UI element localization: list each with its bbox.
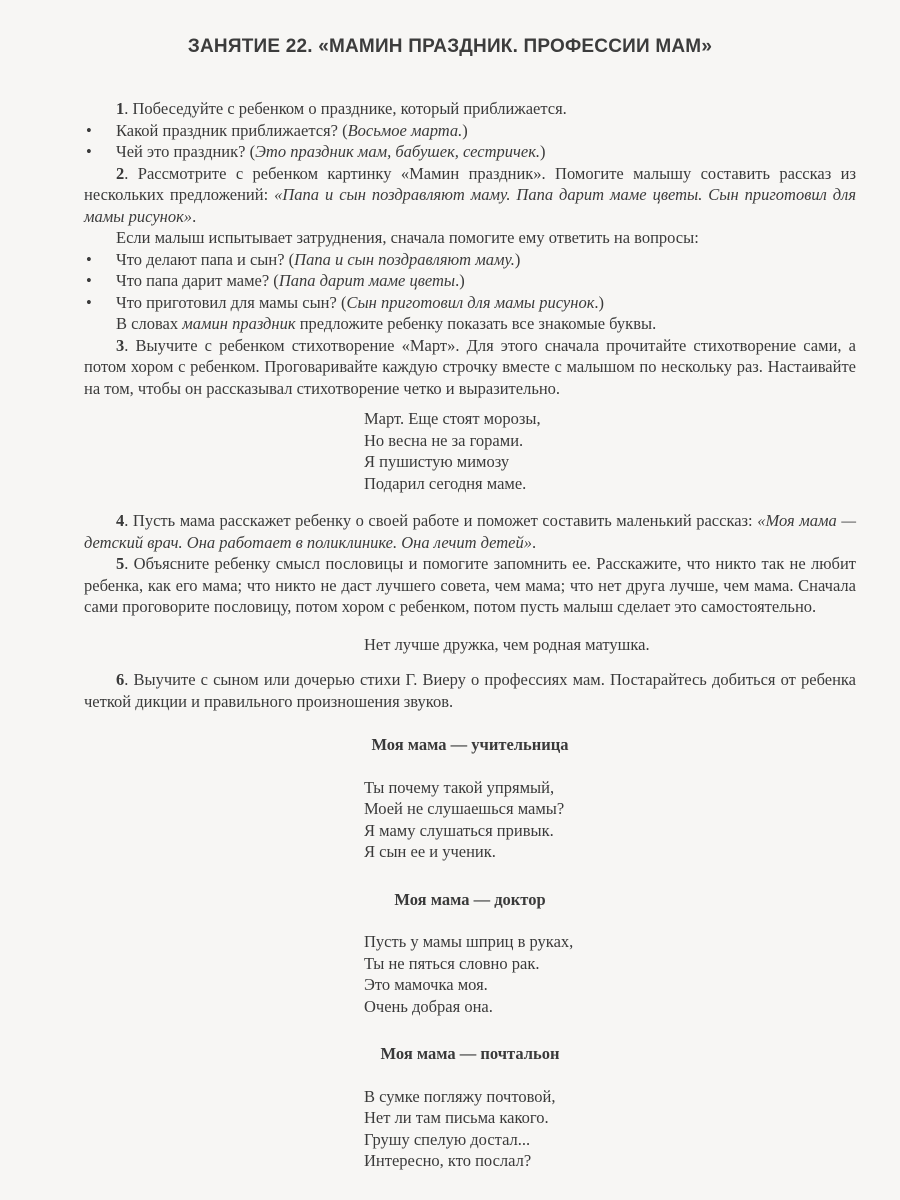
poem-line: Я пушистую мимозу — [364, 452, 510, 471]
poem-line: Март. Еще стоят морозы, — [364, 409, 541, 428]
bullet-item — [84, 270, 856, 292]
bullet-italic: Сын приготовил для мамы рисунок — [346, 292, 595, 312]
paragraph-text: . Рассмотрите с ребенком картинку «Мамин праздник». Помогите малышу составить рассказ из нескольких предложений: — [84, 163, 856, 204]
poem-line: Очень добрая она. — [364, 996, 493, 1016]
bullet-end: ) — [462, 120, 468, 140]
paragraph-italic: мамин праздник — [182, 314, 296, 333]
bullet-end: ) — [514, 249, 521, 269]
bullet-end: .) — [455, 271, 465, 290]
poem-line: Подарил сегодня маме. — [364, 473, 527, 493]
paragraph-3 — [84, 335, 856, 400]
bullet-end: .) — [594, 292, 605, 312]
paragraph-text: . Пусть мама расскажет ребенку о своей работе и поможет составить маленький рассказ: — [124, 511, 758, 530]
poem-line: Ты почему такой упрямый, — [364, 777, 555, 797]
poem-doctor — [364, 931, 856, 1017]
bullet-text: Чей это праздник? ( — [116, 142, 256, 161]
poem-line: Интересно, кто послал? — [364, 1151, 532, 1170]
item-number: 5 — [116, 554, 125, 573]
paragraph-text: предложите ребенку показать все знакомые буквы. — [295, 314, 657, 333]
poem-line: Нет ли там письма какого. — [364, 1108, 549, 1127]
paragraph-italic: «Папа и сын поздравляют маму. Папа дарит маме цветы. Сын приготовил для мамы рисунок» — [84, 185, 856, 226]
item-number: 6 — [116, 670, 125, 689]
bullet-text: Что приготовил для мамы сын? ( — [116, 292, 347, 312]
poem-line: Но весна не за горами. — [364, 430, 524, 450]
poem-title: Моя мама — доктор — [394, 889, 546, 909]
paragraph-text: . Выучите с ребенком стихотворение «Март». Для этого сначала прочитайте стихотворение сами, а потом хором с ребенком. Проговаривайте каждую строчку вместе с малышом по нескольку раз. Настаивайте на том, чтобы он рассказывал стихотворение четко и выразительно. — [84, 335, 856, 398]
paragraph-words — [84, 313, 856, 335]
bullet-italic: Папа и сын поздравляют маму. — [294, 249, 515, 269]
bullet-italic: Восьмое марта. — [347, 120, 463, 140]
bullet-item — [84, 120, 856, 142]
bullet-item — [84, 292, 856, 314]
bullet-item — [84, 249, 856, 271]
bullet-italic: Папа дарит маме цветы — [278, 271, 456, 290]
item-number: 4 — [116, 511, 125, 530]
page-title: ЗАНЯТИЕ 22. «МАМИН ПРАЗДНИК. ПРОФЕССИИ МАМ» — [187, 36, 713, 57]
paragraph-6 — [84, 669, 856, 712]
bullet-italic: Это праздник мам, бабушек, сестричек. — [255, 142, 541, 161]
bullet-text: Что папа дарит маме? ( — [116, 271, 279, 290]
item-number: 3 — [116, 335, 125, 355]
bullet-end: ) — [540, 142, 546, 161]
poem-line: Пусть у мамы шприц в руках, — [364, 932, 574, 951]
proverb — [364, 634, 856, 656]
paragraph-5 — [84, 553, 856, 618]
paragraph-1 — [84, 98, 856, 120]
proverb-line: Нет лучше дружка, чем родная матушка. — [364, 634, 650, 654]
paragraph-text: . Выучите с сыном или дочерью стихи Г. Виеру о профессиях мам. Постарайтесь добиться от ребенка четкой дикции и правильного произношения звуков. — [84, 670, 856, 711]
poem-title: Моя мама — учительница — [371, 735, 569, 754]
paragraph-text: В словах — [116, 314, 183, 333]
paragraph-text: . Побеседуйте с ребенком о празднике, который приближается. — [124, 99, 567, 118]
poem-line: Моей не слушаешься мамы? — [364, 799, 565, 818]
poem-line: Я маму слушаться привык. — [364, 820, 554, 840]
poem-title: Моя мама — почтальон — [380, 1044, 560, 1063]
paragraph-italic: «Моя мама — детский врач. Она работает в поликлинике. Она лечит детей» — [84, 511, 856, 552]
poem-line: Грушу спелую достал... — [364, 1129, 531, 1149]
poem-line: Я сын ее и ученик. — [364, 842, 496, 861]
poem-line: В сумке погляжу почтовой, — [364, 1086, 556, 1106]
paragraph-end: . — [192, 206, 197, 226]
poem-line: Это мамочка моя. — [364, 975, 488, 994]
bullet-text: Какой праздник приближается? ( — [116, 120, 348, 140]
paragraph-end: . — [532, 532, 537, 552]
paragraph-4 — [84, 510, 856, 553]
poem-line: Ты не пяться словно рак. — [364, 953, 540, 973]
bullet-text: Что делают папа и сын? ( — [116, 249, 295, 269]
poem-march — [364, 408, 856, 494]
paragraph-text: . Объясните ребенку смысл пословицы и помогите запомнить ее. Расскажите, что никто так не любит ребенка, как его мама; что никто не даст лучшего совета, чем мама; что нет друга лучше, чем мама. Сначала сами проговорите пословицу, потом хором с ребенком, потом пусть малыш сделает это самостоятельно. — [84, 554, 856, 616]
paragraph-help: Если малыш испытывает затруднения, сначала помогите ему ответить на вопросы: — [116, 228, 699, 247]
lesson-body — [84, 98, 856, 1172]
paragraph-2 — [84, 163, 856, 228]
bullet-item — [84, 141, 856, 163]
item-number: 1 — [116, 99, 125, 118]
poem-teacher — [364, 777, 856, 863]
poem-postman — [364, 1086, 856, 1172]
item-number: 2 — [116, 163, 125, 183]
